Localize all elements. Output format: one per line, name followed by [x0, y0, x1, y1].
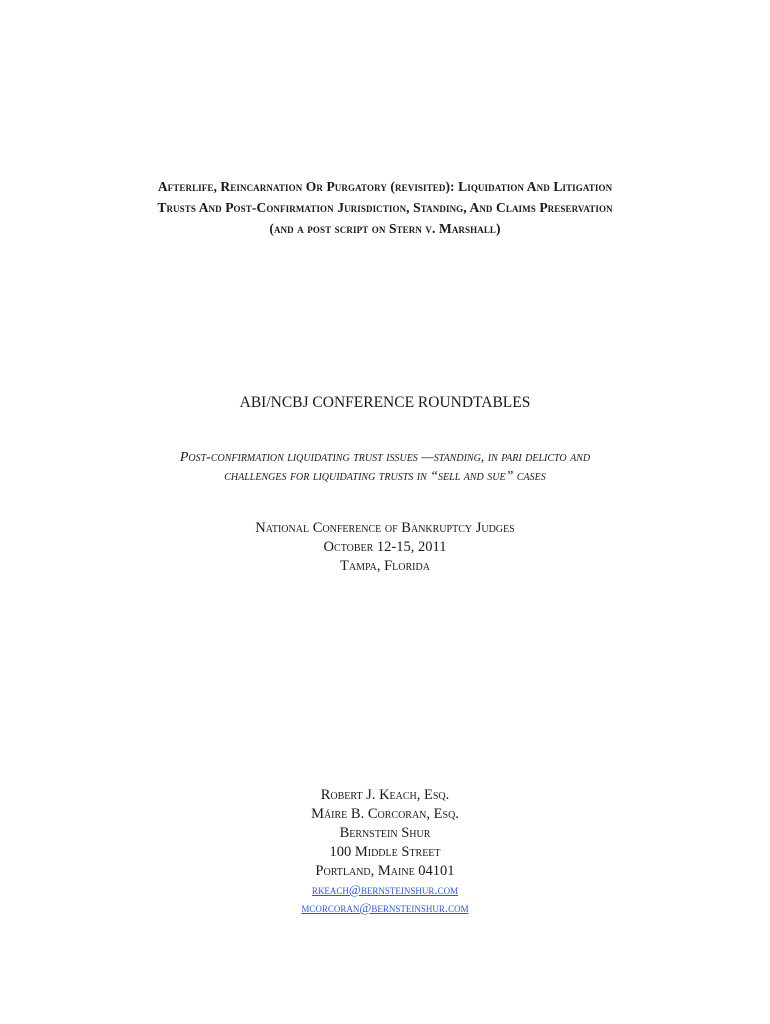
conference-info	[0, 519, 770, 576]
conference-location: Tampa, Florida	[340, 558, 430, 574]
street-address: 100 Middle Street	[329, 844, 441, 860]
author-name-2: Máire B. Corcoran, Esq.	[311, 806, 459, 822]
email-link-2[interactable]: mcorcoran@bernsteinshur.com	[301, 900, 469, 915]
title-line-2: Trusts And Post-Confirmation Jurisdiction, Standing, And Claims Preservation	[157, 200, 613, 215]
author-name-1: Robert J. Keach, Esq.	[320, 787, 450, 803]
conference-dates: October 12-15, 2011	[323, 539, 447, 555]
subtitle-line-1: Post-confirmation liquidating trust issues —standing, in pari delicto and	[179, 450, 591, 465]
document-title	[0, 176, 770, 239]
email-link-1[interactable]: rkeach@bernsteinshur.com	[311, 882, 459, 897]
roundtables-heading	[0, 393, 770, 413]
conference-name: National Conference of Bankruptcy Judges	[255, 520, 515, 536]
city-address: Portland, Maine 04101	[315, 863, 455, 879]
title-line-3: (and a post script on Stern v. Marshall)	[269, 221, 501, 236]
subtitle-line-2: challenges for liquidating trusts in “sell and sue” cases	[224, 469, 546, 484]
session-subtitle	[0, 448, 770, 486]
author-block	[0, 786, 770, 917]
title-line-1: Afterlife, Reincarnation Or Purgatory (revisited): Liquidation And Litigation	[157, 179, 613, 194]
firm-name: Bernstein Shur	[339, 825, 431, 841]
roundtables-text: ABI/NCBJ CONFERENCE ROUNDTABLES	[239, 394, 531, 411]
